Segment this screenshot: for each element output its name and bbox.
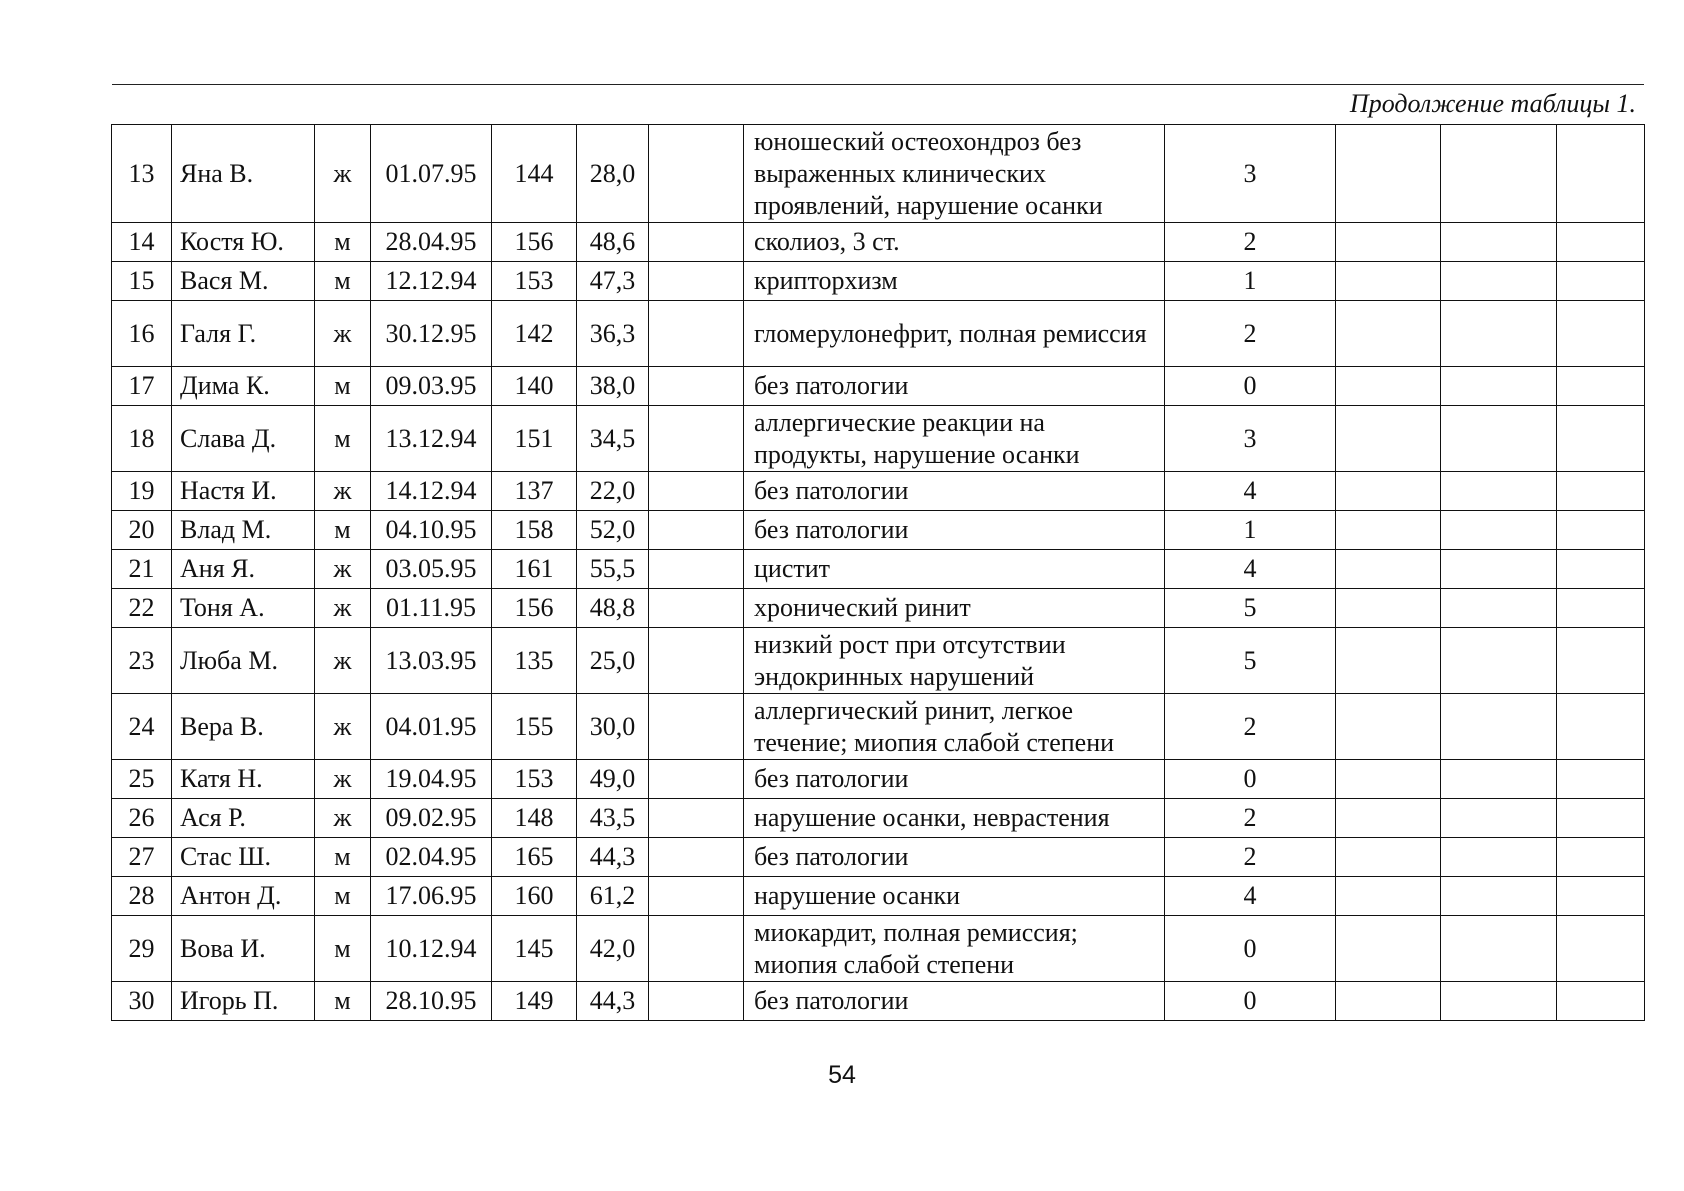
cell-number: 25 [112,760,172,799]
cell-diagnosis: хронический ринит [744,589,1165,628]
cell-score: 4 [1165,550,1336,589]
cell-empty [1557,982,1645,1021]
data-table [111,124,1645,1021]
cell-empty [1557,511,1645,550]
cell-empty [1557,125,1645,223]
cell-name: Ася Р. [172,799,315,838]
cell-height: 156 [492,223,577,262]
cell-sex: ж [315,589,371,628]
cell-name: Слава Д. [172,406,315,472]
cell-birth-date: 13.12.94 [371,406,492,472]
cell-birth-date: 28.04.95 [371,223,492,262]
cell-sex: ж [315,550,371,589]
cell-diagnosis: юношеский остеохондроз без выраженных клинических проявлений, нарушение осанки [744,125,1165,223]
table-row [112,694,1645,760]
cell-weight: 38,0 [577,367,649,406]
cell-name: Тоня А. [172,589,315,628]
cell-empty [1557,799,1645,838]
cell-sex: м [315,223,371,262]
table-row [112,589,1645,628]
cell-score: 5 [1165,628,1336,694]
table-row [112,367,1645,406]
cell-name: Костя Ю. [172,223,315,262]
cell-birth-date: 02.04.95 [371,838,492,877]
cell-number: 23 [112,628,172,694]
cell-empty [649,472,744,511]
cell-empty [649,877,744,916]
cell-number: 15 [112,262,172,301]
cell-empty [1557,550,1645,589]
cell-weight: 30,0 [577,694,649,760]
top-rule [112,84,1644,85]
cell-empty [649,589,744,628]
cell-empty [1336,406,1441,472]
cell-diagnosis: аллергические реакции на продукты, нарушение осанки [744,406,1165,472]
cell-diagnosis: без патологии [744,760,1165,799]
cell-sex: м [315,406,371,472]
cell-birth-date: 04.01.95 [371,694,492,760]
cell-weight: 42,0 [577,916,649,982]
cell-birth-date: 14.12.94 [371,472,492,511]
cell-height: 142 [492,301,577,367]
cell-score: 2 [1165,301,1336,367]
cell-height: 137 [492,472,577,511]
cell-empty [1336,694,1441,760]
table-row [112,550,1645,589]
cell-height: 161 [492,550,577,589]
cell-birth-date: 28.10.95 [371,982,492,1021]
cell-score: 2 [1165,838,1336,877]
cell-number: 21 [112,550,172,589]
cell-weight: 36,3 [577,301,649,367]
cell-birth-date: 10.12.94 [371,916,492,982]
cell-number: 19 [112,472,172,511]
cell-height: 153 [492,760,577,799]
table-row [112,982,1645,1021]
cell-sex: ж [315,694,371,760]
cell-empty [1557,916,1645,982]
cell-name: Влад М. [172,511,315,550]
cell-name: Игорь П. [172,982,315,1021]
cell-height: 145 [492,916,577,982]
cell-number: 13 [112,125,172,223]
cell-sex: м [315,367,371,406]
cell-empty [1441,877,1557,916]
cell-empty [1441,628,1557,694]
cell-weight: 25,0 [577,628,649,694]
cell-empty [1557,301,1645,367]
cell-name: Люба М. [172,628,315,694]
cell-birth-date: 12.12.94 [371,262,492,301]
cell-empty [1441,760,1557,799]
cell-name: Аня Я. [172,550,315,589]
cell-empty [1336,838,1441,877]
cell-empty [1441,838,1557,877]
cell-diagnosis: сколиоз, 3 ст. [744,223,1165,262]
cell-empty [1441,223,1557,262]
cell-empty [1441,367,1557,406]
cell-empty [649,550,744,589]
cell-sex: м [315,916,371,982]
cell-score: 1 [1165,511,1336,550]
cell-birth-date: 09.02.95 [371,799,492,838]
cell-number: 14 [112,223,172,262]
cell-birth-date: 01.11.95 [371,589,492,628]
cell-score: 2 [1165,799,1336,838]
cell-empty [649,511,744,550]
cell-sex: ж [315,301,371,367]
cell-weight: 44,3 [577,838,649,877]
cell-score: 4 [1165,472,1336,511]
cell-name: Настя И. [172,472,315,511]
cell-empty [1336,628,1441,694]
cell-empty [1441,406,1557,472]
cell-height: 149 [492,982,577,1021]
table-row [112,406,1645,472]
cell-empty [1557,628,1645,694]
table-row [112,223,1645,262]
cell-diagnosis: крипторхизм [744,262,1165,301]
table-row [112,262,1645,301]
cell-empty [1557,262,1645,301]
cell-number: 26 [112,799,172,838]
cell-score: 0 [1165,916,1336,982]
cell-empty [1557,838,1645,877]
table-row [112,838,1645,877]
cell-score: 2 [1165,223,1336,262]
cell-birth-date: 13.03.95 [371,628,492,694]
cell-number: 24 [112,694,172,760]
cell-sex: ж [315,125,371,223]
cell-empty [1441,511,1557,550]
table-caption: Продолжение таблицы 1. [1349,89,1636,118]
cell-empty [649,982,744,1021]
cell-diagnosis: без патологии [744,472,1165,511]
cell-name: Дима К. [172,367,315,406]
cell-empty [1336,760,1441,799]
cell-empty [1557,694,1645,760]
cell-empty [1336,223,1441,262]
cell-sex: ж [315,760,371,799]
cell-score: 2 [1165,694,1336,760]
cell-empty [1441,125,1557,223]
cell-diagnosis: нарушение осанки, неврастения [744,799,1165,838]
cell-empty [1336,982,1441,1021]
cell-weight: 43,5 [577,799,649,838]
cell-empty [1336,472,1441,511]
cell-empty [1441,982,1557,1021]
cell-empty [1557,760,1645,799]
cell-name: Стас Ш. [172,838,315,877]
cell-score: 0 [1165,982,1336,1021]
cell-diagnosis: без патологии [744,982,1165,1021]
cell-number: 27 [112,838,172,877]
cell-sex: м [315,262,371,301]
table-row [112,916,1645,982]
cell-birth-date: 03.05.95 [371,550,492,589]
cell-sex: ж [315,472,371,511]
cell-diagnosis: цистит [744,550,1165,589]
cell-empty [649,694,744,760]
table-row [112,799,1645,838]
cell-empty [1336,589,1441,628]
cell-diagnosis: аллергический ринит, легкое течение; миопия слабой степени [744,694,1165,760]
cell-empty [1557,472,1645,511]
cell-height: 155 [492,694,577,760]
cell-weight: 34,5 [577,406,649,472]
cell-height: 156 [492,589,577,628]
cell-score: 5 [1165,589,1336,628]
cell-name: Антон Д. [172,877,315,916]
cell-empty [1441,916,1557,982]
cell-empty [649,799,744,838]
cell-diagnosis: без патологии [744,838,1165,877]
cell-number: 16 [112,301,172,367]
cell-birth-date: 17.06.95 [371,877,492,916]
cell-height: 140 [492,367,577,406]
cell-empty [1441,472,1557,511]
cell-height: 165 [492,838,577,877]
cell-empty [1557,589,1645,628]
cell-weight: 48,8 [577,589,649,628]
cell-height: 135 [492,628,577,694]
table-body [112,125,1645,1021]
cell-name: Яна В. [172,125,315,223]
cell-empty [649,125,744,223]
cell-score: 4 [1165,877,1336,916]
cell-number: 30 [112,982,172,1021]
cell-empty [649,301,744,367]
cell-empty [1336,262,1441,301]
cell-empty [649,367,744,406]
cell-empty [649,628,744,694]
cell-score: 1 [1165,262,1336,301]
cell-score: 3 [1165,125,1336,223]
cell-empty [1336,511,1441,550]
cell-empty [649,760,744,799]
cell-name: Вася М. [172,262,315,301]
cell-sex: ж [315,628,371,694]
cell-sex: ж [315,799,371,838]
cell-number: 29 [112,916,172,982]
table-row [112,877,1645,916]
cell-height: 144 [492,125,577,223]
cell-empty [1336,550,1441,589]
cell-empty [1336,916,1441,982]
cell-empty [649,262,744,301]
cell-weight: 22,0 [577,472,649,511]
cell-height: 153 [492,262,577,301]
cell-empty [1336,301,1441,367]
table-row [112,628,1645,694]
cell-empty [1557,367,1645,406]
table-row [112,511,1645,550]
cell-number: 18 [112,406,172,472]
cell-empty [1441,589,1557,628]
cell-number: 28 [112,877,172,916]
cell-diagnosis: гломерулонефрит, полная ремиссия [744,301,1165,367]
cell-weight: 48,6 [577,223,649,262]
cell-birth-date: 30.12.95 [371,301,492,367]
cell-name: Катя Н. [172,760,315,799]
cell-empty [1441,799,1557,838]
cell-diagnosis: без патологии [744,511,1165,550]
cell-sex: м [315,877,371,916]
cell-weight: 44,3 [577,982,649,1021]
cell-name: Галя Г. [172,301,315,367]
cell-weight: 28,0 [577,125,649,223]
cell-number: 22 [112,589,172,628]
cell-empty [1441,694,1557,760]
cell-height: 158 [492,511,577,550]
cell-weight: 52,0 [577,511,649,550]
cell-empty [1557,223,1645,262]
cell-empty [649,838,744,877]
table-row [112,472,1645,511]
cell-birth-date: 01.07.95 [371,125,492,223]
cell-birth-date: 09.03.95 [371,367,492,406]
page-number: 54 [828,1061,856,1089]
cell-name: Вова И. [172,916,315,982]
cell-score: 3 [1165,406,1336,472]
cell-empty [1441,550,1557,589]
cell-diagnosis: миокардит, полная ремиссия; миопия слабой степени [744,916,1165,982]
cell-empty [1336,877,1441,916]
cell-height: 151 [492,406,577,472]
cell-diagnosis: низкий рост при отсутствии эндокринных нарушений [744,628,1165,694]
cell-sex: м [315,511,371,550]
cell-score: 0 [1165,367,1336,406]
cell-empty [1336,125,1441,223]
cell-empty [1336,799,1441,838]
cell-birth-date: 19.04.95 [371,760,492,799]
cell-height: 160 [492,877,577,916]
cell-weight: 61,2 [577,877,649,916]
cell-empty [1557,406,1645,472]
cell-empty [1557,877,1645,916]
cell-number: 20 [112,511,172,550]
cell-weight: 55,5 [577,550,649,589]
cell-diagnosis: без патологии [744,367,1165,406]
cell-weight: 47,3 [577,262,649,301]
cell-empty [1441,262,1557,301]
cell-empty [1336,367,1441,406]
table-row [112,301,1645,367]
cell-weight: 49,0 [577,760,649,799]
cell-sex: м [315,982,371,1021]
cell-name: Вера В. [172,694,315,760]
table-row [112,125,1645,223]
cell-empty [1441,301,1557,367]
cell-empty [649,916,744,982]
cell-height: 148 [492,799,577,838]
cell-birth-date: 04.10.95 [371,511,492,550]
cell-empty [649,406,744,472]
cell-empty [649,223,744,262]
cell-diagnosis: нарушение осанки [744,877,1165,916]
cell-score: 0 [1165,760,1336,799]
cell-number: 17 [112,367,172,406]
table-row [112,760,1645,799]
cell-sex: м [315,838,371,877]
